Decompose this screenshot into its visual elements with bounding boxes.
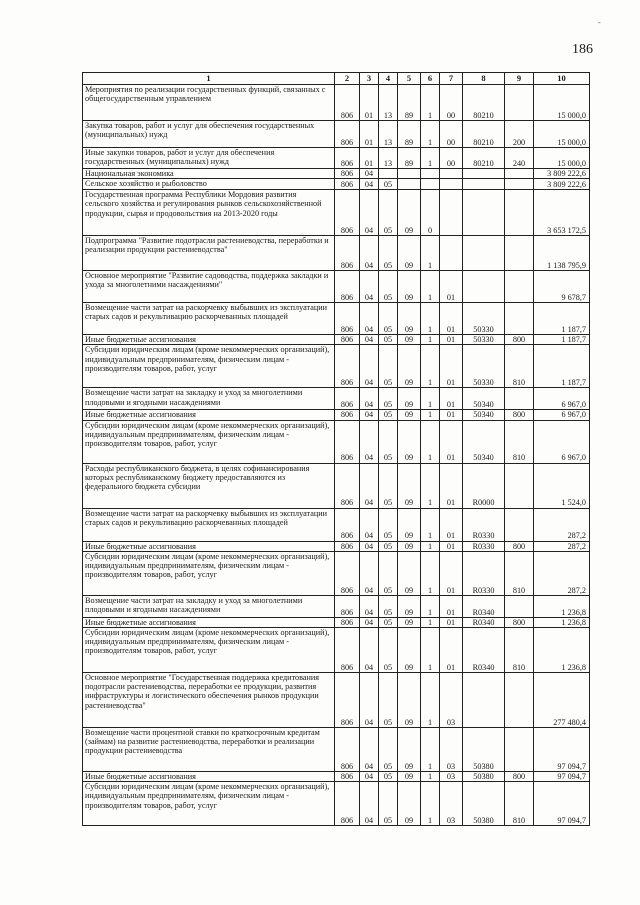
cell-amount: 1 524,0 bbox=[534, 463, 590, 508]
cell-subsection: 13 bbox=[379, 148, 398, 169]
cell-expense-type bbox=[505, 179, 534, 190]
cell-amount: 1 236,8 bbox=[534, 595, 590, 617]
cell-section: 04 bbox=[360, 335, 379, 345]
column-header: 7 bbox=[440, 73, 463, 85]
cell-section: 04 bbox=[360, 551, 379, 595]
cell-subsection: 05 bbox=[379, 772, 398, 782]
cell-amount: 287,2 bbox=[534, 551, 590, 595]
cell-measure: 03 bbox=[440, 673, 463, 728]
cell-expense-type bbox=[505, 728, 534, 772]
cell-ministry: 806 bbox=[335, 617, 360, 627]
cell-measure: 01 bbox=[440, 463, 463, 508]
cell-measure: 01 bbox=[440, 345, 463, 388]
cell-expense-type bbox=[505, 463, 534, 508]
cell-subprogram: 1 bbox=[421, 410, 440, 420]
cell-direction bbox=[463, 169, 505, 179]
cell-subsection: 05 bbox=[379, 303, 398, 335]
cell-subsection: 05 bbox=[379, 410, 398, 420]
cell-expense-type: 810 bbox=[505, 551, 534, 595]
cell-program: 09 bbox=[398, 617, 421, 627]
cell-amount: 6 967,0 bbox=[534, 420, 590, 463]
cell-expense-type bbox=[505, 388, 534, 410]
cell-direction: 50380 bbox=[463, 782, 505, 826]
cell-amount: 15 000,0 bbox=[534, 121, 590, 148]
cell-subprogram: 1 bbox=[421, 595, 440, 617]
row-name: Возмещение части затрат на закладку и уход за многолетними плодовыми и ягодными насаждениями bbox=[83, 388, 335, 410]
cell-ministry: 806 bbox=[335, 410, 360, 420]
cell-section: 04 bbox=[360, 595, 379, 617]
cell-measure: 01 bbox=[440, 388, 463, 410]
cell-program: 09 bbox=[398, 388, 421, 410]
cell-direction: R0340 bbox=[463, 617, 505, 627]
cell-ministry: 806 bbox=[335, 121, 360, 148]
cell-direction bbox=[463, 673, 505, 728]
cell-section: 04 bbox=[360, 617, 379, 627]
cell-section: 04 bbox=[360, 388, 379, 410]
cell-program: 09 bbox=[398, 551, 421, 595]
cell-program: 89 bbox=[398, 148, 421, 169]
cell-direction: 50340 bbox=[463, 410, 505, 420]
cell-direction: R0330 bbox=[463, 508, 505, 541]
cell-program bbox=[398, 169, 421, 179]
table-row bbox=[83, 628, 590, 673]
row-name: Иные бюджетные ассигнования bbox=[83, 772, 335, 782]
row-name: Субсидии юридическим лицам (кроме некоммерческих организаций), индивидуальным предпринимателям, физическим лицам - производителям товаров, работ, услуг bbox=[83, 551, 335, 595]
cell-expense-type: 810 bbox=[505, 345, 534, 388]
cell-amount: 6 967,0 bbox=[534, 388, 590, 410]
cell-program: 09 bbox=[398, 772, 421, 782]
cell-measure: 01 bbox=[440, 628, 463, 673]
cell-direction: 80210 bbox=[463, 121, 505, 148]
table-row bbox=[83, 782, 590, 826]
cell-amount: 277 480,4 bbox=[534, 673, 590, 728]
row-name: Основное мероприятие "Развитие садоводства, поддержка закладки и ухода за многолетними насаждениями" bbox=[83, 271, 335, 303]
cell-subprogram: 0 bbox=[421, 190, 440, 236]
cell-subsection: 05 bbox=[379, 628, 398, 673]
cell-ministry: 806 bbox=[335, 508, 360, 541]
row-name: Подпрограмма "Развитие подотрасли растениеводства, переработки и реализации продукции растениеводства" bbox=[83, 236, 335, 271]
cell-subprogram: 1 bbox=[421, 148, 440, 169]
cell-measure: 01 bbox=[440, 410, 463, 420]
cell-direction: 50330 bbox=[463, 345, 505, 388]
cell-subsection: 05 bbox=[379, 673, 398, 728]
cell-program bbox=[398, 179, 421, 190]
row-name: Закупка товаров, работ и услуг для обеспечения государственных (муниципальных) нужд bbox=[83, 121, 335, 148]
cell-measure: 03 bbox=[440, 772, 463, 782]
cell-subsection: 05 bbox=[379, 271, 398, 303]
cell-direction: 50330 bbox=[463, 303, 505, 335]
cell-subprogram: 1 bbox=[421, 463, 440, 508]
table-row bbox=[83, 420, 590, 463]
table-row bbox=[83, 463, 590, 508]
cell-direction bbox=[463, 190, 505, 236]
table-row bbox=[83, 179, 590, 190]
cell-amount: 1 236,8 bbox=[534, 628, 590, 673]
cell-amount: 1 187,7 bbox=[534, 345, 590, 388]
row-name: Субсидии юридическим лицам (кроме некоммерческих организаций), индивидуальным предпринимателям, физическим лицам - производителям товаров, работ, услуг bbox=[83, 420, 335, 463]
cell-ministry: 806 bbox=[335, 673, 360, 728]
cell-subprogram: 1 bbox=[421, 541, 440, 551]
row-name: Возмещение части затрат на закладку и уход за многолетними плодовыми и ягодными насаждениями bbox=[83, 595, 335, 617]
cell-subprogram: 1 bbox=[421, 673, 440, 728]
cell-program: 89 bbox=[398, 121, 421, 148]
table-row bbox=[83, 673, 590, 728]
cell-ministry: 806 bbox=[335, 190, 360, 236]
cell-amount: 1 187,7 bbox=[534, 303, 590, 335]
cell-subsection: 05 bbox=[379, 508, 398, 541]
cell-direction: 50340 bbox=[463, 388, 505, 410]
table-row bbox=[83, 271, 590, 303]
cell-measure: 03 bbox=[440, 782, 463, 826]
column-header: 6 bbox=[421, 73, 440, 85]
cell-expense-type bbox=[505, 303, 534, 335]
row-name: Возмещение части затрат на раскорчевку выбывших из эксплуатации старых садов и рекультивацию раскорчеванных площадей bbox=[83, 303, 335, 335]
table-row bbox=[83, 728, 590, 772]
cell-measure: 01 bbox=[440, 271, 463, 303]
cell-measure: 01 bbox=[440, 303, 463, 335]
cell-subprogram: 1 bbox=[421, 85, 440, 121]
cell-amount: 9 678,7 bbox=[534, 271, 590, 303]
table-row bbox=[83, 617, 590, 627]
cell-amount: 15 000,0 bbox=[534, 85, 590, 121]
cell-expense-type: 240 bbox=[505, 148, 534, 169]
row-name: Субсидии юридическим лицам (кроме некоммерческих организаций), индивидуальным предпринимателям, физическим лицам - производителям товаров, работ, услуг bbox=[83, 345, 335, 388]
cell-program: 09 bbox=[398, 271, 421, 303]
cell-subsection: 05 bbox=[379, 236, 398, 271]
column-header: 1 bbox=[83, 73, 335, 85]
cell-direction: R0340 bbox=[463, 595, 505, 617]
cell-subprogram: 1 bbox=[421, 420, 440, 463]
table-row bbox=[83, 551, 590, 595]
cell-subsection: 05 bbox=[379, 595, 398, 617]
cell-direction: R0340 bbox=[463, 628, 505, 673]
cell-subprogram: 1 bbox=[421, 551, 440, 595]
row-name: Сельское хозяйство и рыболовство bbox=[83, 179, 335, 190]
cell-amount: 1 138 795,9 bbox=[534, 236, 590, 271]
table-row bbox=[83, 190, 590, 236]
cell-section: 04 bbox=[360, 236, 379, 271]
column-header: 3 bbox=[360, 73, 379, 85]
row-name: Иные бюджетные ассигнования bbox=[83, 617, 335, 627]
cell-expense-type bbox=[505, 236, 534, 271]
cell-measure bbox=[440, 236, 463, 271]
cell-direction: 80210 bbox=[463, 148, 505, 169]
cell-program: 09 bbox=[398, 595, 421, 617]
cell-program: 09 bbox=[398, 508, 421, 541]
table-row bbox=[83, 595, 590, 617]
column-header: 2 bbox=[335, 73, 360, 85]
cell-measure bbox=[440, 169, 463, 179]
cell-subprogram: 1 bbox=[421, 303, 440, 335]
cell-amount: 3 809 222,6 bbox=[534, 169, 590, 179]
cell-subprogram: 1 bbox=[421, 728, 440, 772]
cell-ministry: 806 bbox=[335, 551, 360, 595]
cell-program: 89 bbox=[398, 85, 421, 121]
cell-direction: 80210 bbox=[463, 85, 505, 121]
cell-expense-type bbox=[505, 271, 534, 303]
table-row bbox=[83, 303, 590, 335]
cell-amount: 6 967,0 bbox=[534, 410, 590, 420]
cell-subsection: 05 bbox=[379, 541, 398, 551]
row-name: Иные бюджетные ассигнования bbox=[83, 541, 335, 551]
cell-subsection bbox=[379, 169, 398, 179]
cell-ministry: 806 bbox=[335, 420, 360, 463]
table-row bbox=[83, 169, 590, 179]
cell-ministry: 806 bbox=[335, 179, 360, 190]
cell-subprogram: 1 bbox=[421, 508, 440, 541]
cell-section: 01 bbox=[360, 148, 379, 169]
cell-section: 04 bbox=[360, 410, 379, 420]
cell-ministry: 806 bbox=[335, 541, 360, 551]
row-name: Национальная экономика bbox=[83, 169, 335, 179]
cell-section: 04 bbox=[360, 772, 379, 782]
cell-direction: R0000 bbox=[463, 463, 505, 508]
cell-section: 04 bbox=[360, 782, 379, 826]
table-row bbox=[83, 772, 590, 782]
cell-ministry: 806 bbox=[335, 728, 360, 772]
cell-section: 04 bbox=[360, 345, 379, 388]
cell-subprogram: 1 bbox=[421, 782, 440, 826]
cell-amount: 97 094,7 bbox=[534, 772, 590, 782]
cell-section: 04 bbox=[360, 271, 379, 303]
cell-program: 09 bbox=[398, 673, 421, 728]
cell-ministry: 806 bbox=[335, 782, 360, 826]
cell-program: 09 bbox=[398, 303, 421, 335]
cell-direction: R0330 bbox=[463, 541, 505, 551]
cell-amount: 1 187,7 bbox=[534, 335, 590, 345]
cell-program: 09 bbox=[398, 190, 421, 236]
cell-measure: 01 bbox=[440, 595, 463, 617]
table-row bbox=[83, 148, 590, 169]
cell-subsection: 05 bbox=[379, 388, 398, 410]
cell-section: 04 bbox=[360, 628, 379, 673]
cell-section: 04 bbox=[360, 728, 379, 772]
cell-ministry: 806 bbox=[335, 169, 360, 179]
cell-subsection: 05 bbox=[379, 463, 398, 508]
cell-subprogram bbox=[421, 169, 440, 179]
column-header: 4 bbox=[379, 73, 398, 85]
cell-program: 09 bbox=[398, 420, 421, 463]
cell-program: 09 bbox=[398, 782, 421, 826]
table-row bbox=[83, 388, 590, 410]
cell-expense-type: 810 bbox=[505, 782, 534, 826]
cell-ministry: 806 bbox=[335, 628, 360, 673]
row-name: Возмещение части процентной ставки по краткосрочным кредитам (займам) на развитие растениеводства, переработки и реализации продукции растениеводства bbox=[83, 728, 335, 772]
cell-program: 09 bbox=[398, 628, 421, 673]
cell-measure: 01 bbox=[440, 335, 463, 345]
row-name: Мероприятия по реализации государственных функций, связанных с общегосударственным управлением bbox=[83, 85, 335, 121]
cell-subprogram: 1 bbox=[421, 628, 440, 673]
table-row bbox=[83, 508, 590, 541]
cell-subprogram: 1 bbox=[421, 772, 440, 782]
cell-expense-type: 800 bbox=[505, 617, 534, 627]
cell-subprogram: 1 bbox=[421, 345, 440, 388]
cell-section: 04 bbox=[360, 420, 379, 463]
cell-section: 01 bbox=[360, 121, 379, 148]
budget-table bbox=[82, 72, 590, 826]
cell-subprogram: 1 bbox=[421, 236, 440, 271]
column-header: 8 bbox=[463, 73, 505, 85]
cell-measure: 01 bbox=[440, 508, 463, 541]
cell-subsection: 05 bbox=[379, 617, 398, 627]
row-name: Иные закупки товаров, работ и услуг для обеспечения государственных (муниципальных) нужд bbox=[83, 148, 335, 169]
cell-measure: 00 bbox=[440, 121, 463, 148]
cell-section: 04 bbox=[360, 303, 379, 335]
cell-amount: 97 094,7 bbox=[534, 728, 590, 772]
cell-expense-type: 200 bbox=[505, 121, 534, 148]
corner-mark: - bbox=[598, 18, 601, 27]
cell-amount: 3 809 222,6 bbox=[534, 179, 590, 190]
cell-subprogram: 1 bbox=[421, 335, 440, 345]
row-name: Возмещение части затрат на раскорчевку выбывших из эксплуатации старых садов и рекультивацию раскорчеванных площадей bbox=[83, 508, 335, 541]
table-row bbox=[83, 236, 590, 271]
cell-section: 04 bbox=[360, 673, 379, 728]
cell-expense-type bbox=[505, 673, 534, 728]
cell-expense-type: 810 bbox=[505, 628, 534, 673]
cell-program: 09 bbox=[398, 236, 421, 271]
cell-direction: R0330 bbox=[463, 551, 505, 595]
cell-ministry: 806 bbox=[335, 236, 360, 271]
cell-subsection: 13 bbox=[379, 85, 398, 121]
cell-section: 01 bbox=[360, 85, 379, 121]
cell-expense-type: 810 bbox=[505, 420, 534, 463]
cell-subsection: 05 bbox=[379, 345, 398, 388]
column-header: 5 bbox=[398, 73, 421, 85]
cell-direction: 50380 bbox=[463, 728, 505, 772]
column-header: 10 bbox=[534, 73, 590, 85]
cell-measure: 01 bbox=[440, 541, 463, 551]
cell-measure: 00 bbox=[440, 85, 463, 121]
cell-program: 09 bbox=[398, 541, 421, 551]
cell-section: 04 bbox=[360, 508, 379, 541]
row-name: Иные бюджетные ассигнования bbox=[83, 410, 335, 420]
cell-section: 04 bbox=[360, 541, 379, 551]
cell-expense-type: 800 bbox=[505, 772, 534, 782]
row-name: Государственная программа Республики Мордовия развития сельского хозяйства и регулирования рынков сельскохозяйственной продукции, сырья и продовольствия на 2013-2020 годы bbox=[83, 190, 335, 236]
cell-amount: 287,2 bbox=[534, 541, 590, 551]
cell-measure bbox=[440, 179, 463, 190]
cell-expense-type: 800 bbox=[505, 541, 534, 551]
cell-direction: 50380 bbox=[463, 772, 505, 782]
cell-measure bbox=[440, 190, 463, 236]
cell-section: 04 bbox=[360, 463, 379, 508]
cell-program: 09 bbox=[398, 335, 421, 345]
page-number: 186 bbox=[572, 42, 593, 57]
cell-ministry: 806 bbox=[335, 388, 360, 410]
cell-ministry: 806 bbox=[335, 772, 360, 782]
cell-subsection: 05 bbox=[379, 551, 398, 595]
cell-measure: 01 bbox=[440, 617, 463, 627]
cell-amount: 1 236,8 bbox=[534, 617, 590, 627]
row-name: Иные бюджетные ассигнования bbox=[83, 335, 335, 345]
cell-subsection: 05 bbox=[379, 420, 398, 463]
cell-program: 09 bbox=[398, 728, 421, 772]
cell-amount: 287,2 bbox=[534, 508, 590, 541]
cell-direction: 50340 bbox=[463, 420, 505, 463]
row-name: Основное мероприятие "Государственная поддержка кредитования подотрасли растениеводства, переработки ее продукции, развития инфраструктуры и логистического обеспечения рынков продукции растениеводства" bbox=[83, 673, 335, 728]
cell-expense-type bbox=[505, 190, 534, 236]
cell-subprogram bbox=[421, 179, 440, 190]
table-row bbox=[83, 85, 590, 121]
column-header: 9 bbox=[505, 73, 534, 85]
cell-section: 04 bbox=[360, 190, 379, 236]
cell-expense-type: 800 bbox=[505, 335, 534, 345]
cell-expense-type bbox=[505, 595, 534, 617]
cell-subsection: 05 bbox=[379, 335, 398, 345]
cell-program: 09 bbox=[398, 410, 421, 420]
cell-amount: 97 094,7 bbox=[534, 782, 590, 826]
cell-subprogram: 1 bbox=[421, 617, 440, 627]
cell-ministry: 806 bbox=[335, 303, 360, 335]
cell-subsection: 05 bbox=[379, 179, 398, 190]
cell-ministry: 806 bbox=[335, 271, 360, 303]
cell-ministry: 806 bbox=[335, 595, 360, 617]
cell-subprogram: 1 bbox=[421, 271, 440, 303]
table-row bbox=[83, 541, 590, 551]
cell-ministry: 806 bbox=[335, 345, 360, 388]
cell-direction bbox=[463, 236, 505, 271]
cell-section: 04 bbox=[360, 169, 379, 179]
cell-amount: 3 653 172,5 bbox=[534, 190, 590, 236]
cell-amount: 15 000,0 bbox=[534, 148, 590, 169]
cell-measure: 01 bbox=[440, 551, 463, 595]
row-name: Субсидии юридическим лицам (кроме некоммерческих организаций), индивидуальным предпринимателям, физическим лицам - производителям товаров, работ, услуг bbox=[83, 628, 335, 673]
cell-subsection: 05 bbox=[379, 782, 398, 826]
row-name: Субсидии юридическим лицам (кроме некоммерческих организаций), индивидуальным предпринимателям, физическим лицам - производителям товаров, работ, услуг bbox=[83, 782, 335, 826]
cell-expense-type bbox=[505, 508, 534, 541]
cell-subsection: 05 bbox=[379, 728, 398, 772]
cell-direction bbox=[463, 179, 505, 190]
table-row bbox=[83, 410, 590, 420]
table-row bbox=[83, 121, 590, 148]
row-name: Расходы республиканского бюджета, в целях софинансирования которых республиканскому бюджету предоставляются из федерального бюджета субсидии bbox=[83, 463, 335, 508]
table-row bbox=[83, 335, 590, 345]
cell-section: 04 bbox=[360, 179, 379, 190]
cell-subprogram: 1 bbox=[421, 388, 440, 410]
cell-ministry: 806 bbox=[335, 463, 360, 508]
table-row bbox=[83, 345, 590, 388]
cell-subsection: 05 bbox=[379, 190, 398, 236]
cell-expense-type: 800 bbox=[505, 410, 534, 420]
cell-ministry: 806 bbox=[335, 335, 360, 345]
cell-ministry: 806 bbox=[335, 148, 360, 169]
header-row bbox=[83, 73, 590, 85]
cell-program: 09 bbox=[398, 463, 421, 508]
cell-subsection: 13 bbox=[379, 121, 398, 148]
cell-direction: 50330 bbox=[463, 335, 505, 345]
cell-measure: 03 bbox=[440, 728, 463, 772]
cell-expense-type bbox=[505, 169, 534, 179]
cell-subprogram: 1 bbox=[421, 121, 440, 148]
cell-measure: 00 bbox=[440, 148, 463, 169]
cell-ministry: 806 bbox=[335, 85, 360, 121]
cell-measure: 01 bbox=[440, 420, 463, 463]
cell-program: 09 bbox=[398, 345, 421, 388]
cell-expense-type bbox=[505, 85, 534, 121]
cell-direction bbox=[463, 271, 505, 303]
